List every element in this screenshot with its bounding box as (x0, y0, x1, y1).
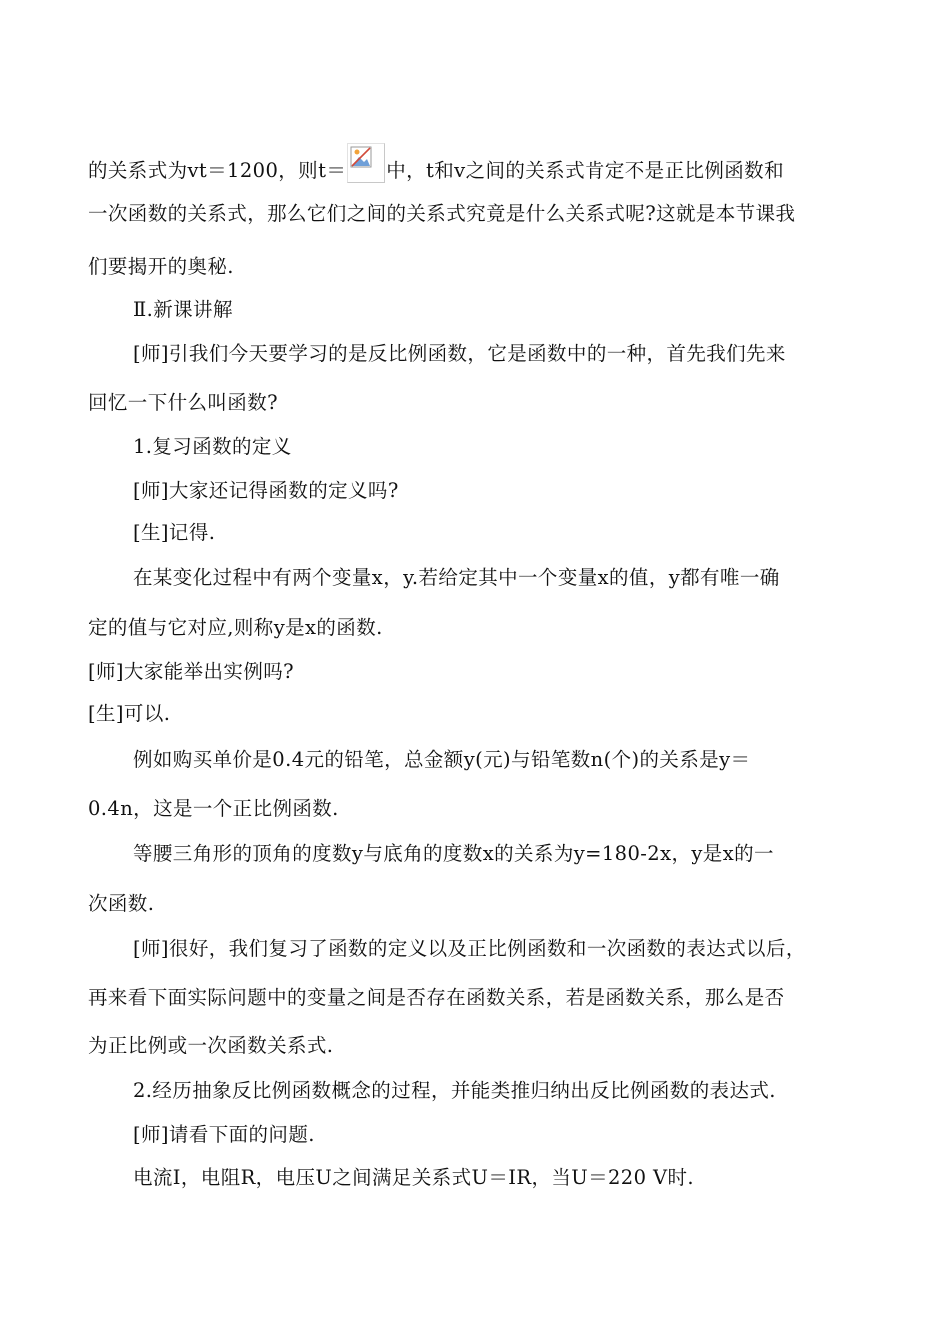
paragraph-line: [生]可以. (88, 702, 171, 725)
line-1-text-after-image: 中，t和v之间的关系式肯定不是正比例函数和 (386, 159, 784, 182)
paragraph-line-1 (88, 143, 784, 185)
paragraph-line: [生]记得. (133, 521, 216, 544)
subsection-heading: 2.经历抽象反比例函数概念的过程，并能类推归纳出反比例函数的表达式. (133, 1079, 776, 1102)
paragraph-line: 电流I，电阻R，电压U之间满足关系式U＝IR，当U＝220 V时. (133, 1166, 694, 1189)
paragraph-line: 定的值与它对应,则称y是x的函数. (88, 616, 383, 639)
paragraph-line: [师]引我们今天要学习的是反比例函数，它是函数中的一种，首先我们先来 (133, 342, 786, 365)
line-1-text-before-image: 的关系式为vt＝1200，则t＝ (88, 159, 347, 182)
paragraph-line: [师]大家能举出实例吗? (88, 660, 294, 683)
paragraph-line: 例如购买单价是0.4元的铅笔，总金额y(元)与铅笔数n(个)的关系是y＝ (133, 748, 751, 771)
paragraph-line: 回忆一下什么叫函数? (88, 391, 278, 414)
paragraph-line: [师]大家还记得函数的定义吗? (133, 479, 399, 502)
paragraph-line: 等腰三角形的顶角的度数y与底角的度数x的关系为y=180-2x，y是x的一 (133, 842, 774, 865)
paragraph-line: 们要揭开的奥秘. (88, 255, 234, 278)
subsection-heading: 1.复习函数的定义 (133, 435, 292, 458)
broken-image-icon (347, 143, 385, 183)
section-heading: Ⅱ.新课讲解 (133, 298, 233, 321)
paragraph-line: 在某变化过程中有两个变量x，y.若给定其中一个变量x的值，y都有唯一确 (133, 566, 780, 589)
paragraph-line: [师]请看下面的问题. (133, 1123, 315, 1146)
paragraph-line: 0.4n，这是一个正比例函数. (88, 797, 339, 820)
paragraph-line: 一次函数的关系式，那么它们之间的关系式究竟是什么关系式呢?这就是本节课我 (88, 202, 796, 225)
paragraph-line: 次函数. (88, 892, 155, 915)
paragraph-line: 再来看下面实际问题中的变量之间是否存在函数关系，若是函数关系，那么是否 (88, 986, 785, 1009)
paragraph-line: [师]很好，我们复习了函数的定义以及正比例函数和一次函数的表达式以后， (133, 937, 806, 960)
paragraph-line: 为正比例或一次函数关系式. (88, 1034, 334, 1057)
